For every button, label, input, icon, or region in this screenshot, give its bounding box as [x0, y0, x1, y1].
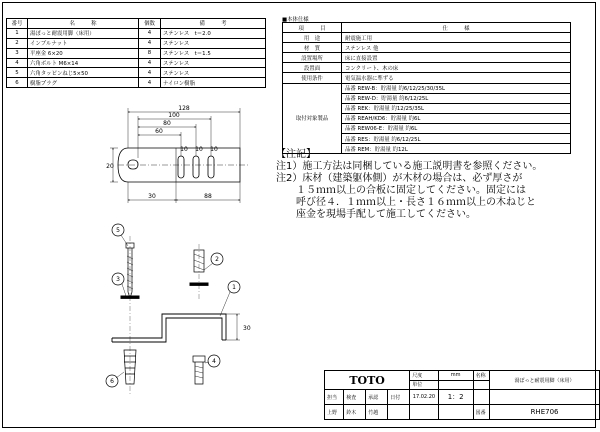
callout-4: 4 [212, 358, 216, 365]
dim-10: 10 [195, 146, 203, 153]
part-name: インブルナット [28, 38, 139, 48]
part-qty: 4 [139, 68, 161, 78]
target-product: 品番 REW06-E：貯湯量 約6L [342, 123, 571, 133]
check-label: 検査 [344, 390, 366, 405]
flat-washer [121, 283, 208, 298]
note-line: 注1）施工方法は同梱している施工説明書を参照ください。 [276, 161, 543, 172]
spec-title: ■本体仕様 [282, 17, 309, 23]
spec-value: 電気温水器に準ずる [342, 73, 571, 83]
part-name: 樹脂プラグ [28, 78, 139, 88]
part-name: 六角ボルト M6×14 [28, 58, 139, 68]
part-name: 六角タッピンねじ5×50 [28, 68, 139, 78]
part-note: ステンレス t＝1.5 [161, 48, 266, 58]
bracket-side-view [112, 314, 226, 342]
note-line: １５ｍｍ以上の合板に固定してください。固定には [276, 185, 526, 196]
part-qty: 8 [139, 48, 161, 58]
dimension-lines [110, 108, 240, 203]
spec-item: 設置場所 [283, 53, 342, 63]
part-no: 2 [7, 38, 28, 48]
spec-item: 設置面 [283, 63, 342, 73]
target-product: 品番 REM：貯湯量 約12L [342, 144, 571, 154]
part-no: 4 [7, 58, 28, 68]
check-value: 鈴木 [344, 405, 366, 420]
dim-10: 10 [180, 146, 188, 153]
notes-title: 【注記】 [276, 149, 316, 160]
spec-value: コンクリート、木の床 [342, 63, 571, 73]
part-qty: 4 [139, 78, 161, 88]
callout-5: 5 [116, 227, 120, 234]
part-note: ステンレス [161, 68, 266, 78]
unit-value: mm [438, 371, 473, 381]
target-product: 品番 REW-D：貯湯量 約6/12/25L [342, 93, 571, 103]
product-name: 湯ぽっと耐震用脚（床用） [490, 371, 600, 390]
dim-20: 20 [106, 163, 114, 170]
title-block [324, 370, 600, 420]
callout-3: 3 [116, 276, 120, 283]
drawing-no-label: 図番 [473, 405, 489, 420]
callout-1: 1 [232, 284, 236, 291]
dim-128: 128 [178, 105, 190, 112]
unit-label: 単位 [410, 380, 438, 390]
note-line: 注2）床材（建築躯体側）が木材の場合は、必ず厚さが [276, 173, 523, 184]
hex-bolt [193, 356, 205, 384]
target-product: 品番 RES：貯湯量 約6/12/25L [342, 134, 571, 144]
dim-30-side: 30 [243, 325, 251, 332]
dim-88: 88 [204, 193, 212, 200]
part-name: 平座金 6×20 [28, 48, 139, 58]
dim-100: 100 [168, 112, 180, 119]
part-no: 3 [7, 48, 28, 58]
part-name: 湯ぽっと耐震用脚（床用） [28, 28, 139, 38]
part-no: 6 [7, 78, 28, 88]
callout-6: 6 [110, 378, 114, 385]
col-name: 名 称 [28, 19, 139, 29]
col-no: 番号 [7, 19, 28, 29]
approve-label: 承認 [366, 390, 388, 405]
part-qty: 4 [139, 28, 161, 38]
target-product: 品番 REK：貯湯量 約12/25/35L [342, 103, 571, 113]
spec-item: 用 途 [283, 33, 342, 43]
scale-label: 尺度 [410, 371, 438, 381]
dim-30: 30 [148, 193, 156, 200]
part-note: ステンレス [161, 58, 266, 68]
target-product: 品番 REAH/KD6：貯湯量 約6L [342, 113, 571, 123]
spec-item: 材 質 [283, 43, 342, 53]
part-note: ステンレス [161, 38, 266, 48]
toto-logo: TOTO [325, 371, 410, 390]
part-qty: 4 [139, 38, 161, 48]
note-line: 座金を現場手配して施工してください。 [276, 209, 476, 220]
spec-col-item: 項 目 [283, 23, 342, 33]
callout-balloons [106, 224, 240, 387]
part-note: ナイロン樹脂 [161, 78, 266, 88]
drawing-no: RHE706 [490, 405, 600, 420]
date-label: 日付 [388, 390, 410, 405]
col-note: 備 考 [161, 19, 266, 29]
target-product: 品番 REW-B：貯湯量 約6/12/25/30/35L [342, 83, 571, 93]
drawn-label: 担当 [325, 390, 344, 405]
part-qty: 4 [139, 58, 161, 68]
approve-value: 竹越 [366, 405, 388, 420]
spec-col-spec: 仕 様 [342, 23, 571, 33]
dim-80: 80 [163, 120, 171, 127]
part-note: ステンレス t＝2.0 [161, 28, 266, 38]
part-no: 1 [7, 28, 28, 38]
target-label: 取付対象製品 [283, 83, 342, 154]
spec-value: 床に直接設置 [342, 53, 571, 63]
spec-value: 耐震施工用 [342, 33, 571, 43]
col-qty: 個数 [139, 19, 161, 29]
name-label: 名称 [473, 371, 489, 381]
scale-value: 1：2 [438, 390, 473, 405]
dim-60: 60 [155, 128, 163, 135]
date-value: 17.02.20 [410, 390, 438, 405]
dim-10: 10 [210, 146, 218, 153]
part-no: 5 [7, 68, 28, 78]
drawn-value: 上野 [325, 405, 344, 420]
note-line: 呼び径４．１ｍｍ以上・長さ１６ｍｍ以上の木ねじと [276, 197, 536, 208]
callout-2: 2 [215, 256, 219, 263]
spec-item: 使用条件 [283, 73, 342, 83]
spec-value: ステンレス 他 [342, 43, 571, 53]
